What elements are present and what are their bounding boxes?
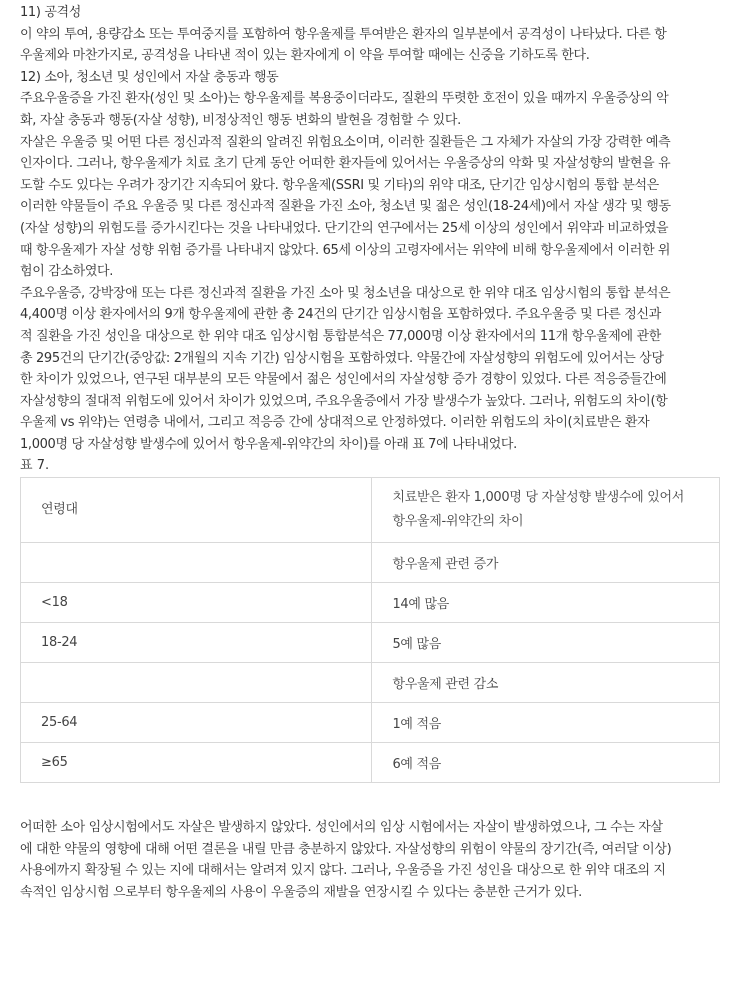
value-cell: 6예 적음 <box>372 743 720 783</box>
section-12-line-6: 이러한 약물들이 주요 우울증 및 다른 정신과적 질환을 가진 소아, 청소년 및 젊은 성인(18-24세)에서 자살 생각 및 행동 <box>20 199 671 215</box>
section-12-line-5: 도할 수도 있다는 우려가 장기간 지속되어 왔다. 항우울제(SSRI 및 기타)의 위약 대조, 단기간 임상시험의 통합 분석은 <box>20 177 659 193</box>
value-cell: 14예 많음 <box>372 583 720 623</box>
section-12-line-4: 인자이다. 그러나, 항우울제가 치료 초기 단계 동안 어떠한 환자들에 있어서는 우울증상의 악화 및 자살성향의 발현을 유 <box>20 156 671 172</box>
section-12-line-1: 주요우울증을 가진 환자(성인 및 소아)는 항우울제를 복용중이더라도, 질환의 뚜렷한 호전이 있을 때까지 우울증상의 악 <box>20 91 669 107</box>
table-row <box>21 743 720 783</box>
table-row <box>21 703 720 743</box>
section-12 <box>20 67 748 456</box>
section-12-line-3: 자살은 우울증 및 어떤 다른 정신과적 질환의 알려진 위험요소이며, 이러한 질환들은 그 자체가 자살의 가장 강력한 예측 <box>20 134 671 150</box>
section-12-line-9: 험이 감소하였다. <box>20 264 114 280</box>
value-cell: 항우울제 관련 감소 <box>372 663 720 703</box>
header-value-line-1: 치료받은 환자 1,000명 당 자살성향 발생수에 있어서 <box>392 490 685 506</box>
header-value-line-2: 항우울제-위약간의 차이 <box>392 514 524 530</box>
section-12-heading: 12) 소아, 청소년 및 성인에서 자살 충동과 행동 <box>20 69 279 85</box>
section-12-line-14: 한 차이가 있었으나, 연구된 대부분의 모든 약물에서 젊은 성인에서의 자살성향 증가 경향이 있었다. 다른 적응증들간에 <box>20 372 667 388</box>
table-header-row <box>21 478 720 543</box>
section-12-line-15: 자살성향의 절대적 위험도에 있어서 차이가 있었으며, 주요우울증에서 가장 발생수가 높았다. 그러나, 위험도의 차이(항 <box>20 393 668 409</box>
section-11-heading: 11) 공격성 <box>20 5 81 20</box>
closing-line-3: 사용에까지 확장될 수 있는 지에 대해서는 알려져 있지 않다. 그러나, 우울증을 가진 성인을 대상으로 한 위약 대조의 지 <box>20 863 666 879</box>
age-cell: ≥65 <box>21 743 372 783</box>
section-12-line-11: 4,400명 이상 환자에서의 9개 항우울제에 관한 총 24건의 단기간 임상시험을 포함하였다. 주요우울증 및 다른 정신과 <box>20 307 661 323</box>
closing-line-2: 에 대한 약물의 영향에 대해 어떤 결론을 내릴 만큼 충분하지 않았다. 자살성향의 위험이 약물의 장기간(즉, 여러달 이상) <box>20 841 672 857</box>
value-cell: 항우울제 관련 증가 <box>372 543 720 583</box>
section-12-line-13: 총 295건의 단기간(중앙값: 2개월의 지속 기간) 임상시험을 포함하였다. 약물간에 자살성향의 위험도에 있어서는 상당 <box>20 350 664 366</box>
section-12-line-8: 때 항우울제가 자살 성향 위험 증가를 나타내지 않았다. 65세 이상의 고령자에서는 위약에 비해 항우울제에서 이러한 위 <box>20 242 671 258</box>
section-12-line-16: 우울제 vs 위약)는 연령층 내에서, 그리고 적응증 간에 상대적으로 안정하였다. 이러한 위험도의 차이(치료받은 환자 <box>20 415 650 431</box>
header-age-label: 연령대 <box>41 502 78 518</box>
section-11-line-2: 우울제와 마찬가지로, 공격성을 나타낸 적이 있는 환자에게 이 약을 투여할 때에는 신중을 기하도록 한다. <box>20 48 590 64</box>
age-cell <box>21 663 372 703</box>
section-spacer <box>20 783 748 817</box>
table-row <box>21 623 720 663</box>
table-caption: 표 7. <box>20 458 50 474</box>
table-row <box>21 583 720 623</box>
table-7 <box>20 477 720 783</box>
age-cell <box>21 543 372 583</box>
table-row <box>21 663 720 703</box>
age-cell: 25-64 <box>21 703 372 743</box>
table-row <box>21 543 720 583</box>
value-cell: 5예 많음 <box>372 623 720 663</box>
closing-line-1: 어떠한 소아 임상시험에서도 자살은 발생하지 않았다. 성인에서의 임상 시험에서는 자살이 발생하였으나, 그 수는 자살 <box>20 820 663 836</box>
section-12-line-10: 주요우울증, 강박장애 또는 다른 정신과적 질환을 가진 소아 및 청소년을 대상으로 한 위약 대조 임상시험의 통합 분석은 <box>20 285 671 301</box>
closing-line-4: 속적인 임상시험 으로부터 항우울제의 사용이 우울증의 재발을 연장시킬 수 있다는 충분한 근거가 있다. <box>20 884 582 900</box>
section-11-line-1: 이 약의 투여, 용량감소 또는 투여중지를 포함하여 항우울제를 투여받은 환자의 일부분에서 공격성이 나타났다. 다른 항 <box>20 26 667 42</box>
closing-paragraph <box>20 817 748 903</box>
header-age-cell <box>21 478 372 543</box>
age-cell: <18 <box>21 583 372 623</box>
section-12-line-7: (자살 성향)의 위험도를 증가시킨다는 것을 나타내었다. 단기간의 연구에서는 25세 이상의 성인에서 위약과 비교하였을 <box>20 220 669 236</box>
section-12-line-17: 1,000명 당 자살성향 발생수에 있어서 항우울제-위약간의 차이)를 아래 표 7에 나타내었다. <box>20 436 517 452</box>
section-12-line-2: 화, 자살 충동과 행동(자살 성향), 비정상적인 행동 변화의 발현을 경험할 수 있다. <box>20 112 461 128</box>
section-11 <box>20 2 748 67</box>
value-cell: 1예 적음 <box>372 703 720 743</box>
age-cell: 18-24 <box>21 623 372 663</box>
section-12-line-12: 적 질환을 가진 성인을 대상으로 한 위약 대조 임상시험 통합분석은 77,000명 이상 환자에서의 11개 항우울제에 관한 <box>20 328 661 344</box>
header-value-cell <box>372 478 720 543</box>
